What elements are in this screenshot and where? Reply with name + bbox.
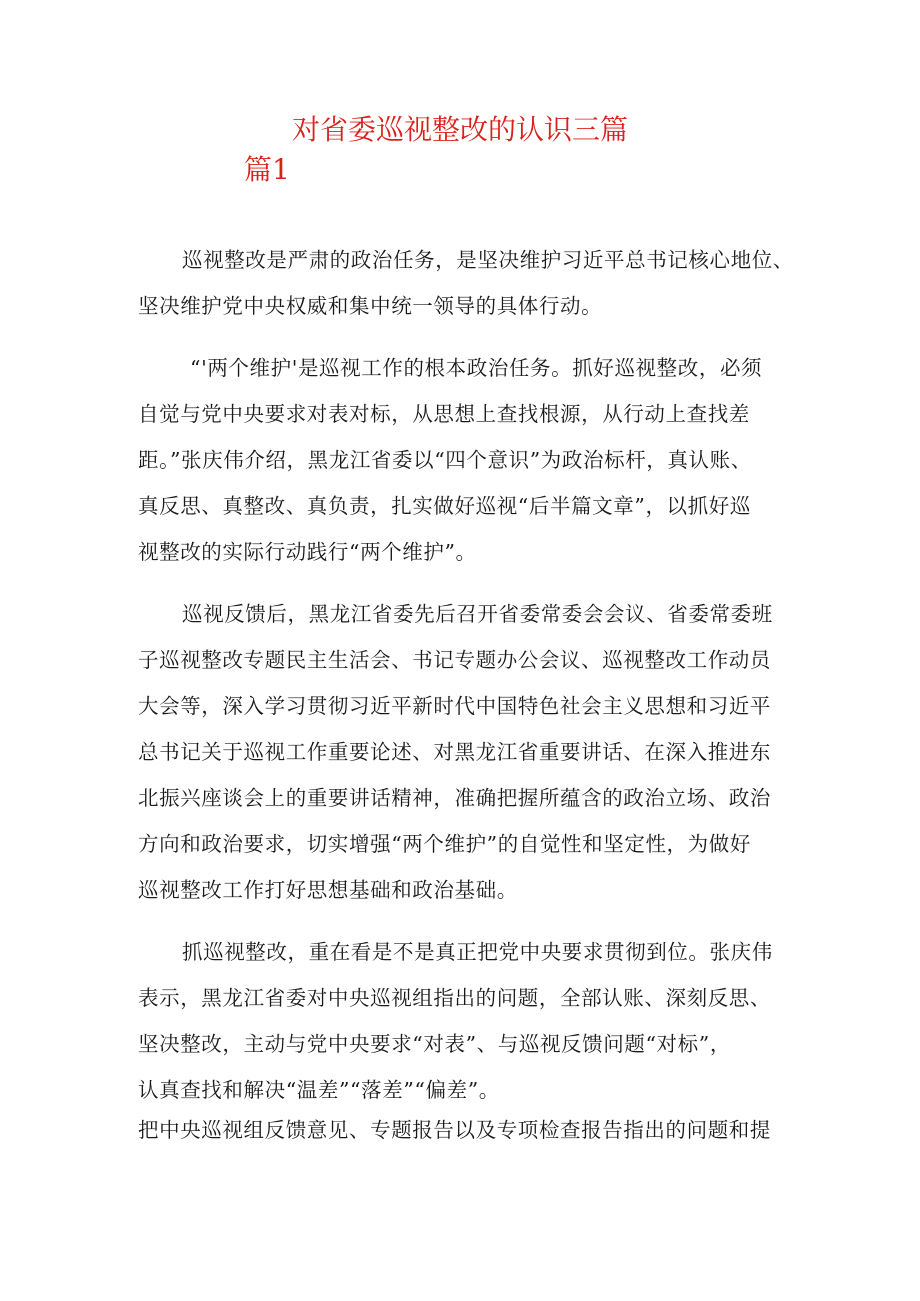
paragraph-line: 抓巡视整改，重在看是不是真正把党中央要求贯彻到位。张庆伟: [182, 940, 773, 964]
paragraph-line: 子巡视整改专题民主生活会、书记专题办公会议、巡视整改工作动员: [138, 648, 771, 672]
paragraph-line: 认真查找和解决“温差”“落差”“偏差”。: [138, 1078, 500, 1102]
section-heading: 篇1: [244, 153, 290, 186]
paragraph-line: 真反思、真整改、真负责，扎实做好巡视“后半篇文章”，以抓好巡: [138, 494, 751, 518]
paragraph-line: 自觉与党中央要求对表对标，从思想上查找根源，从行动上查找差: [138, 402, 750, 426]
paragraph-line: 方向和政治要求，切实增强“两个维护”的自觉性和坚定性，为做好: [138, 832, 751, 856]
paragraph-line: 大会等，深入学习贯彻习近平新时代中国特色社会主义思想和习近平: [138, 694, 771, 718]
paragraph-line: 坚决维护党中央权威和集中统一领导的具体行动。: [138, 294, 603, 318]
paragraph-line: “'两个维护'是巡视工作的根本政治任务。抓好巡视整改，必须: [190, 356, 763, 380]
document-title: 对省委巡视整改的认识三篇: [291, 113, 628, 146]
paragraph-line: 把中央巡视组反馈意见、专题报告以及专项检查报告指出的问题和提: [138, 1118, 771, 1142]
paragraph-line: 北振兴座谈会上的重要讲话精神，准确把握所蕴含的政治立场、政治: [138, 786, 771, 810]
paragraph-line: 表示，黑龙江省委对中央巡视组指出的问题，全部认账、深刻反思、: [138, 986, 771, 1010]
paragraph-line: 总书记关于巡视工作重要论述、对黑龙江省重要讲话、在深入推进东: [138, 740, 771, 764]
paragraph-line: 巡视整改工作打好思想基础和政治基础。: [138, 878, 518, 902]
paragraph-line: 巡视反馈后，黑龙江省委先后召开省委常委会会议、省委常委班: [182, 602, 773, 626]
paragraph-line: 坚决整改，主动与党中央要求“对表”、与巡视反馈问题“对标”，: [138, 1032, 731, 1056]
paragraph-line: 视整改的实际行动践行“两个维护”。: [138, 540, 477, 564]
paragraph-line: 巡视整改是严肃的政治任务，是坚决维护习近平总书记核心地位、: [182, 248, 794, 272]
paragraph-line: 距。”张庆伟介绍，黑龙江省委以“四个意识”为政治标杆，真认账、: [138, 448, 752, 472]
